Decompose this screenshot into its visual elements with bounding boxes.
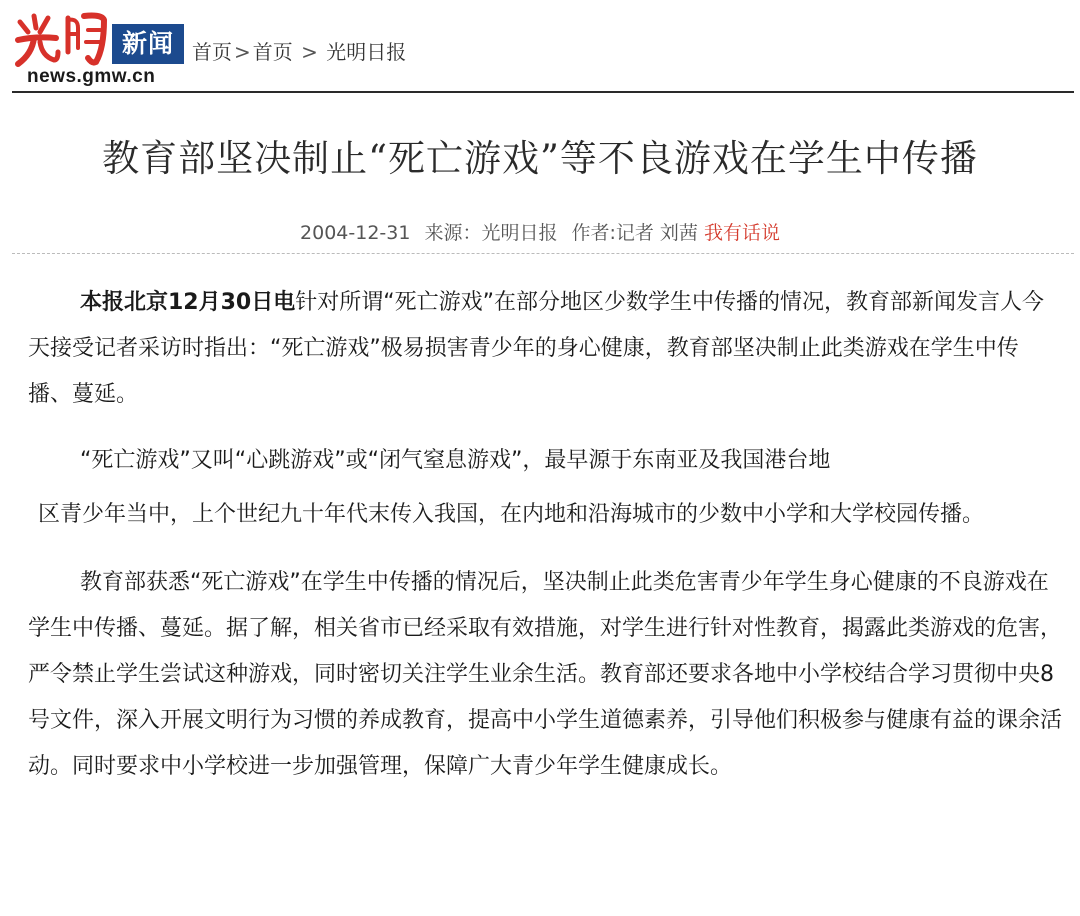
article-date: 2004-12-31 [300,222,411,244]
header-divider [12,91,1074,93]
article-title: 教育部坚决制止“死亡游戏”等不良游戏在学生中传播 [102,137,978,180]
article-author-label: 作者: [571,222,616,244]
meta-divider [12,253,1074,254]
article-source-label: 来源： [424,222,482,244]
article-paragraph-1-text: 针对所谓“死亡游戏”在部分地区少数学生中传播的情况，教育部新闻发言人今天接受记者采访时指出：“死亡游戏”极易损害青少年的身心健康，教育部坚决制止此类游戏在学生中传播、蔓延。 [28,290,1045,407]
site-header [0,0,1080,92]
article-source: 光明日报 [481,222,558,244]
breadcrumb [192,36,406,65]
article-paragraph-1 [28,280,1062,418]
article-meta [0,218,1080,245]
breadcrumb-home-2[interactable]: 首页 [252,40,293,64]
article-dateline: 本报北京12月30日电 [80,290,296,315]
article-author: 记者 刘茜 [615,222,698,244]
article-paragraph-3: 教育部获悉“死亡游戏”在学生中传播的情况后，坚决制止此类危害青少年学生身心健康的不良游戏在学生中传播、蔓延。据了解，相关省市已经采取有效措施，对学生进行针对性教育，揭露此类游戏的危害，严令禁止学生尝试这种游戏，同时密切关注学生业余生活。教育部还要求各地中小学校结合学习贯彻中央8号文件，深入开展文明行为习惯的养成教育，提高中小学生道德素养，引导他们积极参与健康有益的课余活动。同时要求中小学校进一步加强管理，保障广大青少年学生健康成长。 [28,570,1063,779]
breadcrumb-home-1[interactable]: 首页 [192,40,232,64]
article-paragraph-2-line2: 区青少年当中，上个世纪九十年代末传入我国，在内地和沿海城市的少数中小学和大学校园传播。 [38,502,985,527]
site-logo[interactable] [12,8,180,90]
article-body [28,280,1062,790]
breadcrumb-section-gmrb[interactable]: 光明日报 [326,40,407,64]
comment-link[interactable]: 我有话说 [703,222,780,244]
logo-news-box: 新闻 [112,24,184,64]
logo-url-text: news.gmw.cn [27,66,156,87]
logo-brush-mark [12,8,112,68]
breadcrumb-separator: > [294,40,325,64]
article-paragraph-2-line1: “死亡游戏”又叫“心跳游戏”或“闭气窒息游戏”，最早源于东南亚及我国港台地 [80,448,831,473]
breadcrumb-separator: > [234,40,251,64]
